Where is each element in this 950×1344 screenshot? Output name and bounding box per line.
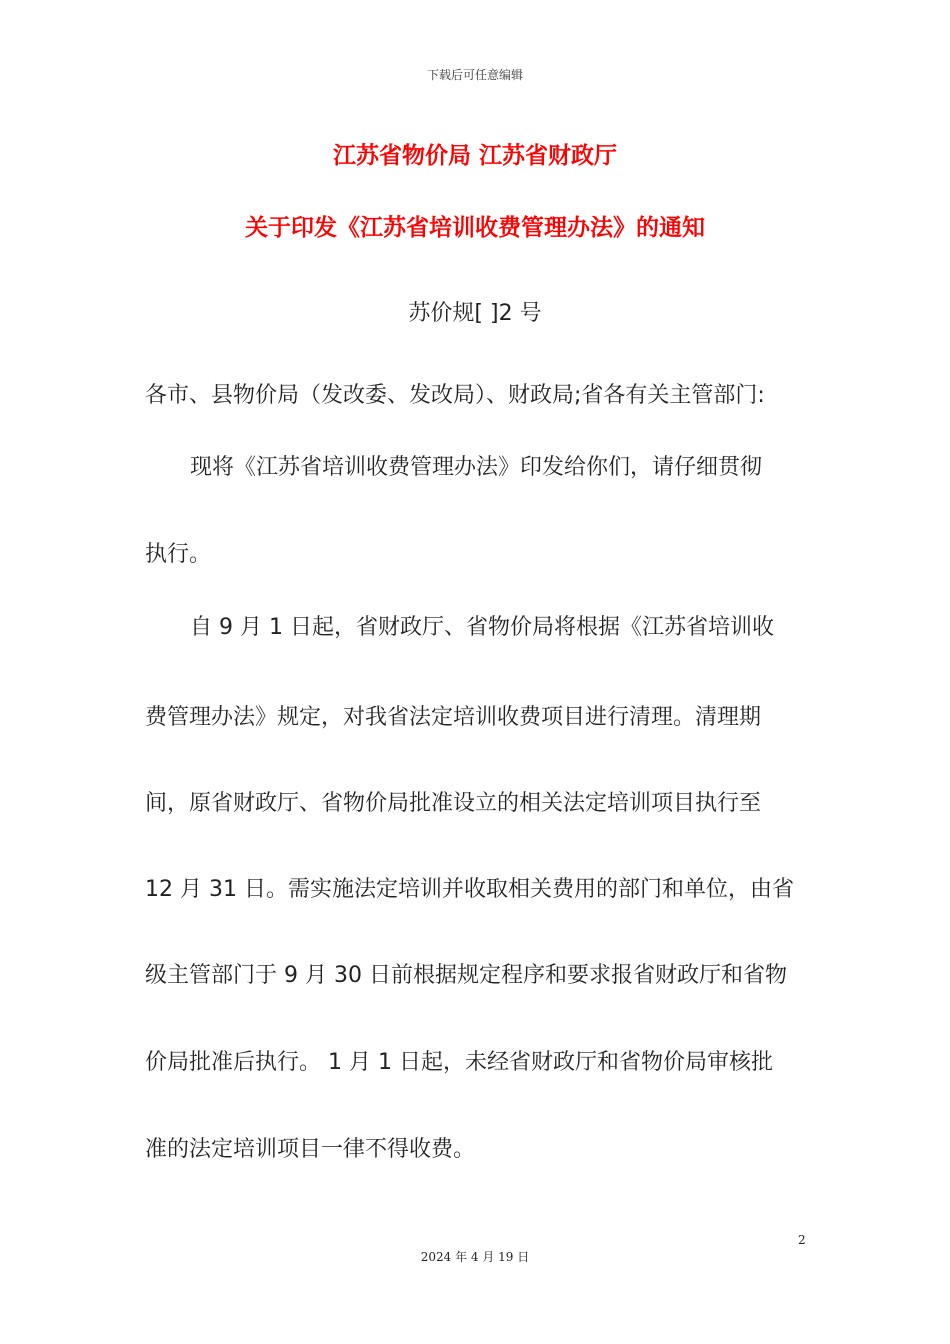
body-line: 间，原省财政厅、省物价局批准设立的相关法定培训项目执行至 xyxy=(145,791,762,816)
body-line: 现将《江苏省培训收费管理办法》印发给你们，请仔细贯彻 xyxy=(190,455,763,480)
body-line: 级主管部门于 9 月 30 日前根据规定程序和要求报省财政厅和省物 xyxy=(145,963,787,988)
header-note: 下载后可任意编辑 xyxy=(426,68,523,82)
footer-date: 2024 年 4 月 19 日 xyxy=(420,1250,530,1264)
body-line: 自 9 月 1 日起，省财政厅、省物价局将根据《江苏省培训收 xyxy=(190,615,774,640)
body-line: 准的法定培训项目一律不得收费。 xyxy=(145,1137,476,1162)
document-number: 苏价规[ ]2 号 xyxy=(408,301,542,326)
body-line: 执行。 xyxy=(145,542,212,567)
body-line: 12 月 31 日。需实施法定培训并收取相关费用的部门和单位，由省 xyxy=(145,877,794,902)
body-line: 价局批准后执行。 1 月 1 日起，未经省财政厅和省物价局审核批 xyxy=(145,1050,773,1075)
body-line: 费管理办法》规定，对我省法定培训收费项目进行清理。清理期 xyxy=(145,705,762,730)
addressee-line: 各市、县物价局（发改委、发改局）、财政局;省各有关主管部门: xyxy=(145,383,765,408)
document-title-line-1: 江苏省物价局 江苏省财政厅 xyxy=(332,143,617,169)
page-number: 2 xyxy=(798,1233,806,1247)
document-title-line-2: 关于印发《江苏省培训收费管理办法》的通知 xyxy=(245,215,705,241)
